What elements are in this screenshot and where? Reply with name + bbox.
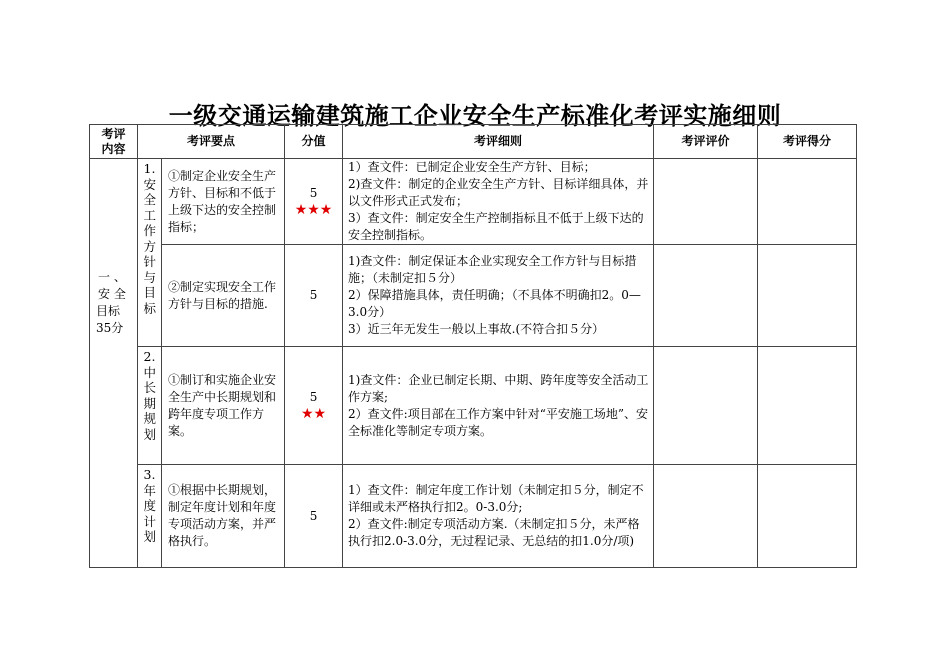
header-rules: 考评细则 [343,125,654,159]
score-value: 5 [309,390,318,404]
point-cell: ①根据中长期规划，制定年度计划和年度专项活动方案，并严格执行。 [162,465,285,568]
rule-item: 2)查文件：制定的企业安全生产方针、目标详细具体，并以文件形式正式发布； [348,177,649,208]
evaluation-cell [654,347,758,465]
rule-item: 2）查文件:项目部在工作方案中针对“平安施工场地”、安全标准化等制定专项方案。 [348,406,648,438]
result-cell [758,465,857,568]
rules-cell [343,245,654,347]
point-cell: ①制定企业安全生产方针、目标和不低于上级下达的安全控制指标； [162,159,285,245]
score-cell [285,245,343,347]
evaluation-table [89,124,857,568]
header-score: 分值 [285,125,343,159]
category-label: 目标 [96,304,121,318]
star-icon: ★★ [300,406,327,422]
result-cell [758,245,857,347]
header-points: 考评要点 [138,125,285,159]
score-value: 5 [309,288,318,302]
rule-item: 2）保障措施具体，责任明确；（不具体不明确扣2。0—3.0分） [348,288,641,319]
point-cell: ①制订和实施企业安全生产中长期规划和跨年度专项工作方案。 [162,347,285,465]
page-title: 一级交通运输建筑施工企业安全生产标准化考评实施细则 [168,102,782,130]
table-row [90,347,857,465]
table-row [90,159,857,245]
rule-item: 1)查文件：企业已制定长期、中期、跨年度等安全活动工作方案; [348,372,649,404]
score-cell [285,465,343,568]
evaluation-cell [654,465,758,568]
score-value: 5 [309,186,318,200]
category-label: 35分 [96,321,124,335]
rule-item: 2）查文件:制定专项活动方案.（未制定扣５分，未严格执行扣2.0-3.0分，无过程记录、无总结的扣1.0分/项) [348,517,640,548]
header-evaluation: 考评评价 [654,125,758,159]
evaluation-cell [654,245,758,347]
header-result: 考评得分 [758,125,857,159]
rule-item: 1）查文件：已制定企业安全生产方针、目标； [348,160,596,174]
category-label: 一 、 [98,270,126,284]
rule-item: 1）查文件：制定年度工作计划（未制定扣５分，制定不详细或未严格执行扣2。0-3.0分; [348,483,644,514]
rules-cell [343,159,654,245]
score-cell [285,159,343,245]
header-row [90,125,857,159]
result-cell [758,159,857,245]
rule-item: 3）查文件：制定安全生产控制指标且不低于上级下达的安全控制指标。 [348,211,644,242]
category-label: 安 全 [98,287,126,301]
star-icon: ★★★ [294,202,333,218]
table-row [90,465,857,568]
result-cell [758,347,857,465]
point-cell: ②制定实现安全工作方针与目标的措施. [162,245,285,347]
rules-cell [343,465,654,568]
rules-cell [343,347,654,465]
rule-item: 3）近三年无发生一般以上事故.(不符合扣５分） [348,322,605,336]
section-label: 3.年度计划 [138,465,162,568]
score-value: 5 [309,508,318,523]
score-cell [285,347,343,465]
category-cell [90,159,138,568]
section-label: 1.安全工作方针与目标 [138,159,162,347]
table-row [90,245,857,347]
rule-item: 1)查文件：制定保证本企业实现安全工作方针与目标措施；（未制定扣５分） [348,254,637,285]
evaluation-cell [654,159,758,245]
header-content: 考评 内容 [90,125,138,159]
section-label: 2.中长期规划 [138,347,162,465]
